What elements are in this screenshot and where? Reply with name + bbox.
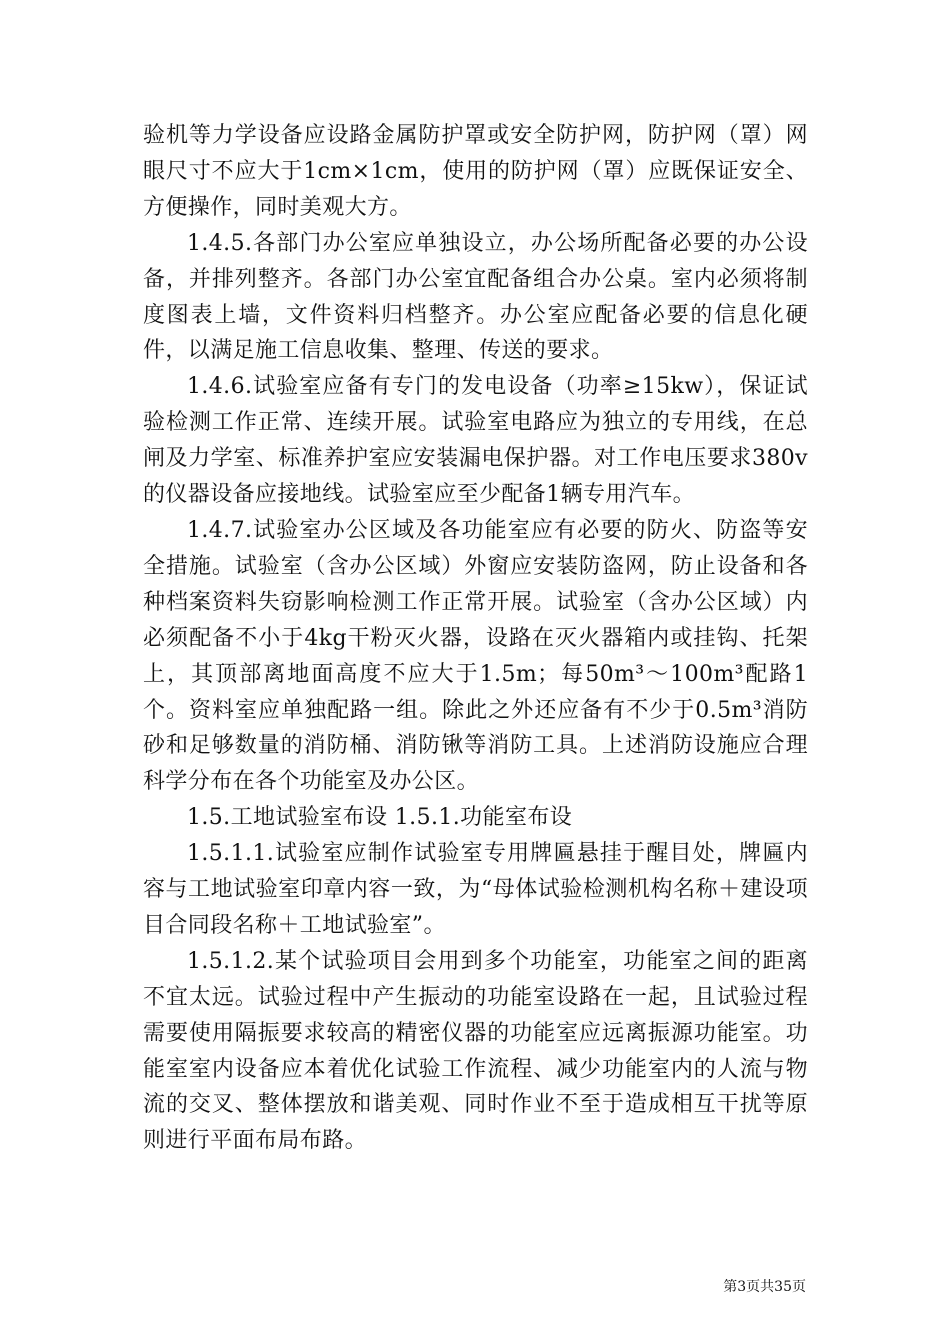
- paragraph-continuation: 验机等力学设备应设路金属防护罩或安全防护网，防护网（罩）网眼尺寸不应大于1cm×1cm，使用的防护网（罩）应既保证安全、方便操作，同时美观大方。: [143, 123, 808, 220]
- page-number-footer: 第3页共35页: [723, 1279, 806, 1295]
- paragraph-1-4-5: 1.4.5.各部门办公室应单独设立，办公场所配备必要的办公设备，并排列整齐。各部门办公室宜配备组合办公桌。室内必须将制度图表上墙，文件资料归档整齐。办公室应配备必要的信息化硬件，以满足施工信息收集、整理、传送的要求。: [143, 230, 808, 364]
- paragraph-1-4-7: 1.4.7.试验室办公区域及各功能室应有必要的防火、防盗等安全措施。试验室（含办公区域）外窗应安装防盗网，防止设备和各种档案资料失窃影响检测工作正常开展。试验室（含办公区域）内必须配备不小于4kg干粉灭火器，设路在灭火器箱内或挂钩、托架上，其顶部离地面高度不应大于1.5m；每50m³～100m³配路1个。资料室应单独配路一组。除此之外还应备有不少于0.5m³消防砂和足够数量的消防桶、消防锹等消防工具。上述消防设施应合理科学分布在各个功能室及办公区。: [143, 517, 808, 795]
- paragraph-1-4-6: 1.4.6.试验室应备有专门的发电设备（功率≥15kw），保证试验检测工作正常、连续开展。试验室电路应为独立的专用线，在总闸及力学室、标准养护室应安装漏电保护器。对工作电压要求380v的仪器设备应接地线。试验室应至少配备1辆专用汽车。: [143, 374, 808, 508]
- document-body: [143, 118, 808, 1159]
- paragraph-1-5-1-2: 1.5.1.2.某个试验项目会用到多个功能室，功能室之间的距离不宜太远。试验过程中产生振动的功能室设路在一起，且试验过程需要使用隔振要求较高的精密仪器的功能室应远离振源功能室。功能室室内设备应本着优化试验工作流程、减少功能室内的人流与物流的交叉、整体摆放和谐美观、同时作业不至于造成相互干扰等原则进行平面布局布路。: [143, 948, 808, 1154]
- paragraph-1-5-1-1: 1.5.1.1.试验室应制作试验室专用牌匾悬挂于醒目处，牌匾内容与工地试验室印章内容一致，为“母体试验检测机构名称＋建设项目合同段名称＋工地试验室”。: [143, 841, 808, 938]
- section-heading-1-5: 1.5.工地试验室布设 1.5.1.功能室布设: [187, 805, 573, 831]
